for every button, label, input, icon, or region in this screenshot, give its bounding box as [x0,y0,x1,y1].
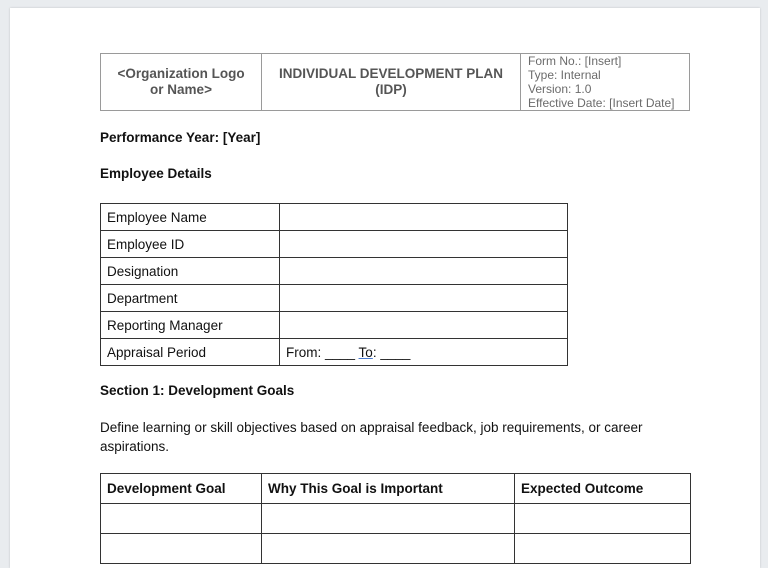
table-row [101,504,691,534]
form-version: Version: 1.0 [528,82,592,96]
table-row [101,231,568,258]
document-header-table [100,53,690,111]
title-line-1: INDIVIDUAL DEVELOPMENT PLAN [278,66,503,81]
document-metadata [521,54,690,111]
appraisal-period-field[interactable] [280,339,568,366]
title-line-2: (IDP) [375,82,407,97]
outcome-cell[interactable] [515,534,691,564]
document-title [262,54,521,111]
appraisal-to-text: To [358,344,373,360]
section-1-description: Define learning or skill objectives based on appraisal feedback, job requirements, or career aspirations. [100,420,643,454]
employee-id-field[interactable] [280,231,568,258]
table-row [101,339,568,366]
designation-field[interactable] [280,258,568,285]
employee-id-label: Employee ID [101,231,280,258]
employee-name-field[interactable] [280,204,568,231]
effective-date: Effective Date: [Insert Date] [528,96,675,110]
table-row [101,285,568,312]
table-row [101,204,568,231]
employee-details-heading: Employee Details [100,166,212,181]
document-page [10,8,760,568]
department-label: Department [101,285,280,312]
expected-outcome-column-header: Expected Outcome [515,474,691,504]
form-type: Type: Internal [528,68,601,82]
goal-importance-column-header: Why This Goal is Important [262,474,515,504]
performance-year-heading: Performance Year: [Year] [100,130,261,145]
section-1-heading: Section 1: Development Goals [100,383,295,398]
table-row [101,258,568,285]
development-goals-table [100,473,691,564]
reporting-manager-field[interactable] [280,312,568,339]
goal-cell[interactable] [101,534,262,564]
logo-line-2: or Name> [150,82,212,97]
appraisal-from-text: From: ____ [286,344,359,360]
table-row [101,312,568,339]
importance-cell[interactable] [262,504,515,534]
employee-details-table [100,203,568,366]
goal-cell[interactable] [101,504,262,534]
logo-line-1: <Organization Logo [117,66,245,81]
table-row [101,534,691,564]
importance-cell[interactable] [262,534,515,564]
designation-label: Designation [101,258,280,285]
employee-name-label: Employee Name [101,204,280,231]
reporting-manager-label: Reporting Manager [101,312,280,339]
appraisal-to-blank: : ____ [372,344,411,360]
appraisal-period-label: Appraisal Period [101,339,280,366]
department-field[interactable] [280,285,568,312]
table-header-row [101,474,691,504]
organization-logo-placeholder [101,54,262,111]
outcome-cell[interactable] [515,504,691,534]
development-goal-column-header: Development Goal [101,474,262,504]
form-number: Form No.: [Insert] [528,54,622,68]
